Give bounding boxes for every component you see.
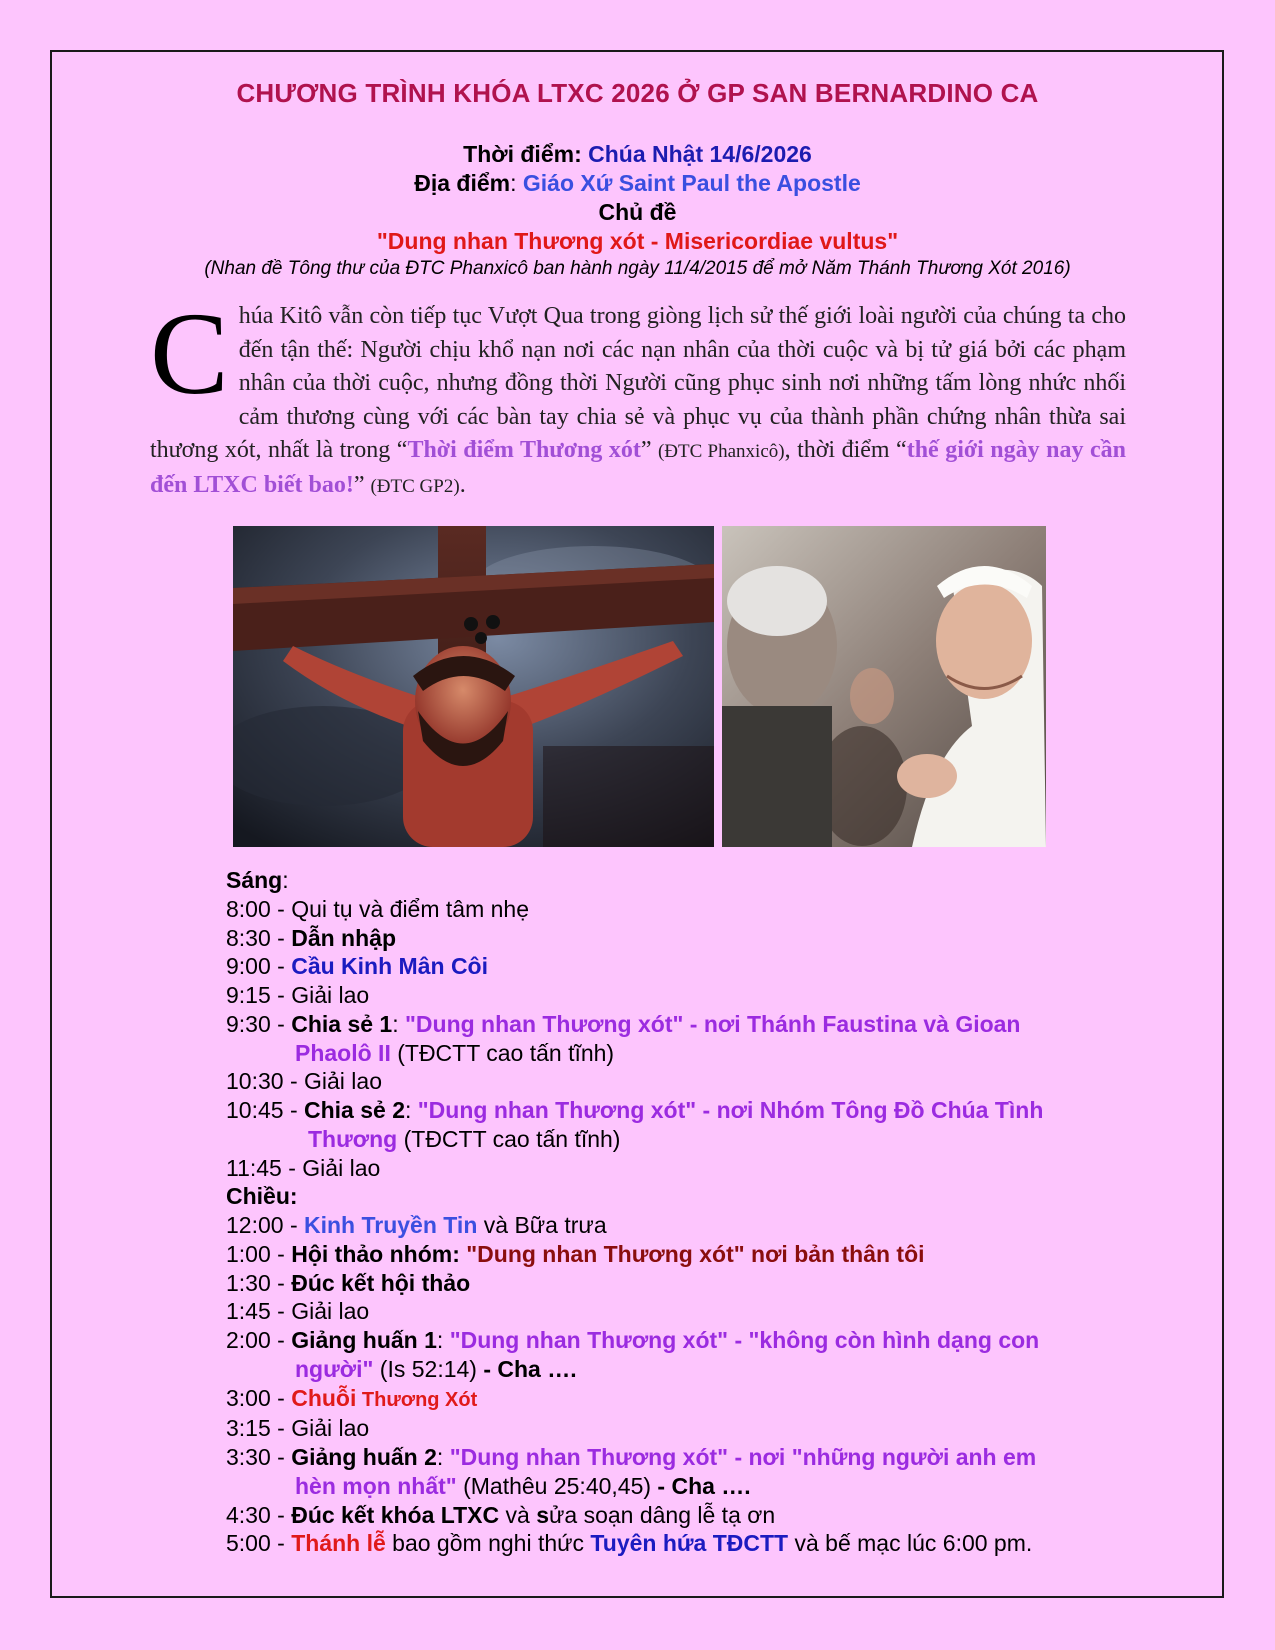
schedule-item: 9:30 - Chia sẻ 1: "Dung nhan Thương xót" - nơi Thánh Faustina và Gioan xyxy=(226,1010,1021,1037)
schedule-item: 8:00 - Qui tụ và điểm tâm nhẹ xyxy=(226,895,530,922)
schedule-item: 1:30 - Đúc kết hội thảo xyxy=(226,1269,471,1296)
schedule-item: 3:30 - Giảng huấn 2: "Dung nhan Thương xót" - nơi "những người anh em xyxy=(226,1444,1037,1470)
schedule-item: 4:30 - Đúc kết khóa LTXC và sửa soạn dâng lễ tạ ơn xyxy=(226,1501,776,1528)
crucifixion-photo xyxy=(233,526,714,847)
event-time: Thời điểm: Chúa Nhật 14/6/2026 xyxy=(463,141,812,167)
schedule-item: 1:00 - Hội thảo nhóm: "Dung nhan Thương xót" nơi bản thân tôi xyxy=(226,1240,925,1267)
schedule-item: 9:15 - Giải lao xyxy=(226,982,370,1008)
afternoon-heading: Chiều: xyxy=(226,1183,298,1210)
schedule-item-continued: hèn mọn nhất" (Mathêu 25:40,45) - Cha …. xyxy=(295,1472,751,1499)
schedule-item: 2:00 - Giảng huấn 1: "Dung nhan Thương xót" - "không còn hình dạng con xyxy=(226,1327,1040,1353)
theme-label: Chủ đề xyxy=(598,199,677,225)
schedule-item: 10:45 - Chia sẻ 2: "Dung nhan Thương xót" - nơi Nhóm Tông Đồ Chúa Tình xyxy=(226,1097,1044,1123)
schedule-item: 3:00 - Chuỗi Thương Xót xyxy=(226,1384,478,1411)
event-info xyxy=(0,140,1275,282)
schedule-item: 8:30 - Dẫn nhập xyxy=(226,924,396,951)
schedule-item: 3:15 - Giải lao xyxy=(226,1415,370,1442)
drop-cap: C xyxy=(150,288,229,419)
morning-heading: Sáng: xyxy=(226,867,289,893)
schedule xyxy=(226,866,1126,1558)
schedule-item-continued: người" (Is 52:14) - Cha …. xyxy=(295,1355,577,1382)
schedule-item: 12:00 - Kinh Truyền Tin và Bữa trưa xyxy=(226,1212,607,1238)
schedule-item: 11:45 - Giải lao xyxy=(226,1154,381,1181)
schedule-item-continued: Thương (TĐCTT cao tấn tĩnh) xyxy=(308,1125,621,1152)
intro-paragraph: Chúa Kitô vẫn còn tiếp tục Vượt Qua trong giòng lịch sử thế giới loài người của chúng ta cho đến tận thế: Người chịu khổ nạn nơi các nạn nhân của thời cuộc và bị tử giá bởi các phạm nhân của thời cuộc, nhưng đồng thời Người cũng phục sinh nơi những tấm lòng nhức nhối cảm thương cùng với các bàn tay chia sẻ và phục vụ của thành phần chứng nhân thừa sai thương xót, nhất là trong “Thời điểm Thương xót” (ĐTC Phanxicô), thời điểm “thế giới ngày nay cần đến LTXC biết bao!” (ĐTC GP2). xyxy=(150,288,1126,498)
theme-note: (Nhan đề Tông thư của ĐTC Phanxicô ban hành ngày 11/4/2015 để mở Năm Thánh Thương Xót 2016) xyxy=(204,258,1071,279)
schedule-item: 9:00 - Cầu Kinh Mân Côi xyxy=(226,953,488,980)
schedule-item: 10:30 - Giải lao xyxy=(226,1068,382,1095)
pope-francis-photo xyxy=(722,526,1046,847)
theme-value: "Dung nhan Thương xót - Misericordiae vultus" xyxy=(376,228,899,254)
schedule-item: 5:00 - Thánh lễ bao gồm nghi thức Tuyên hứa TĐCTT và bế mạc lúc 6:00 pm. xyxy=(226,1530,1033,1557)
event-place: Địa điểm: Giáo Xứ Saint Paul the Apostle xyxy=(414,170,861,196)
page-title: CHƯƠNG TRÌNH KHÓA LTXC 2026 Ở GP SAN BERNARDINO CA xyxy=(236,78,1039,108)
schedule-item-continued: Phaolô II (TĐCTT cao tấn tĩnh) xyxy=(295,1039,615,1066)
schedule-item: 1:45 - Giải lao xyxy=(226,1298,370,1325)
